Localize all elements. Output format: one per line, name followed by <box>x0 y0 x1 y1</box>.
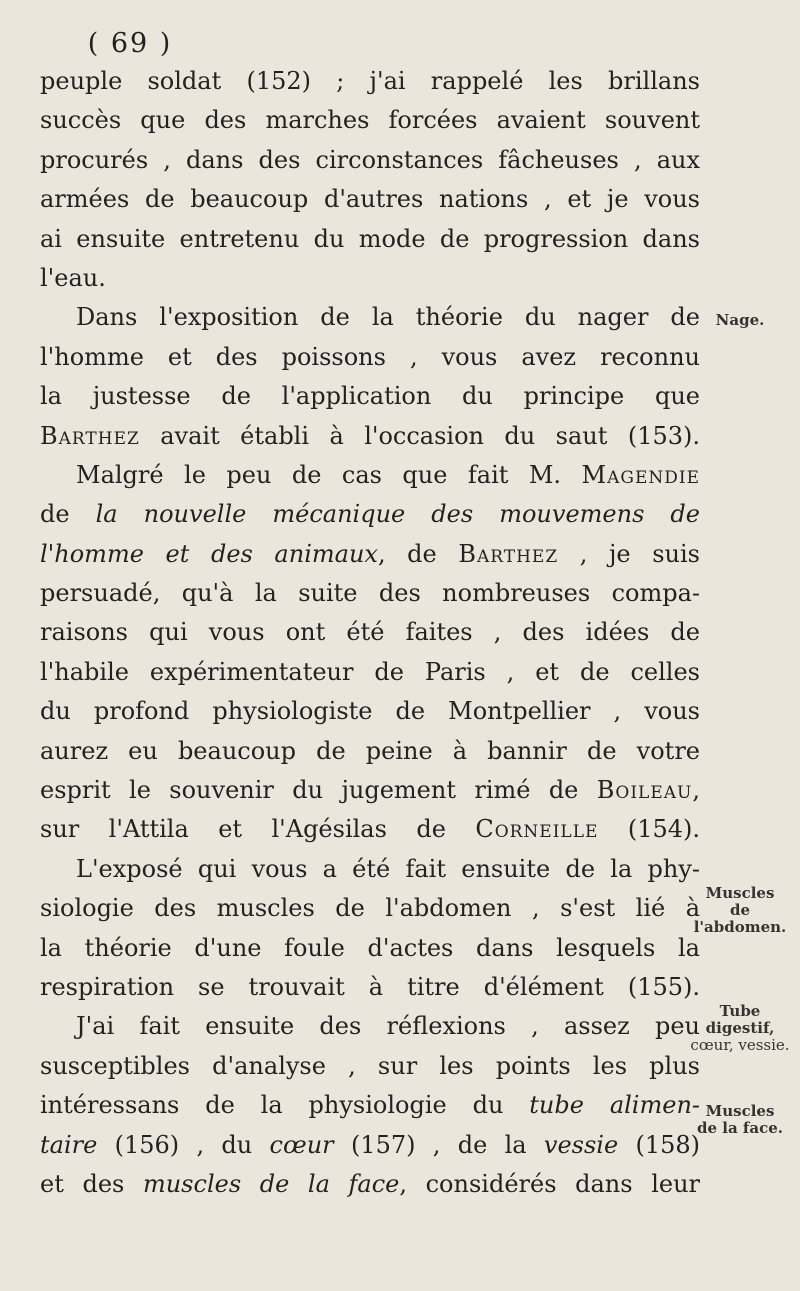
text-span: , de <box>377 539 459 568</box>
body-text <box>40 62 700 1204</box>
term: muscles de la face <box>142 1169 400 1198</box>
text-line: Dans l'exposition de la théorie du nager de <box>76 303 700 332</box>
text-span: (154). <box>598 815 700 844</box>
text-line: peuple soldat (152) ; j'ai rappelé les brillans <box>40 67 700 95</box>
margin-note-line: l'abdomen. <box>693 918 787 936</box>
text-span: , je suis <box>558 539 700 568</box>
text-span: et des <box>40 1169 143 1198</box>
author-name: Boileau <box>596 776 693 805</box>
text-span: (157) , de la <box>333 1130 544 1159</box>
text-span: Malgré le peu de cas que fait M. <box>76 460 582 489</box>
margin-note-tube-digestif <box>688 1003 792 1054</box>
text-line: respiration se trouvait à titre d'élément (155). <box>40 972 700 1001</box>
text-line <box>40 1165 700 1204</box>
text-line: susceptibles d'analyse , sur les points les plus <box>40 1051 700 1080</box>
text-line: L'exposé qui vous a été fait ensuite de la phy- <box>76 854 700 883</box>
text-line: raisons qui vous ont été faites , des idées de <box>40 618 700 647</box>
margin-note-line: Tube digestif, <box>705 1002 775 1037</box>
text-line: armées de beaucoup d'autres nations , et je vous <box>40 185 700 214</box>
margin-note-muscles-face <box>688 1103 792 1137</box>
text-line: du profond physiologiste de Montpellier , vous <box>40 697 700 726</box>
text-line <box>40 456 700 495</box>
margin-note-line: Muscles <box>705 1102 775 1120</box>
text-span: , <box>692 776 700 805</box>
text-span: intéressans de la physiologie du <box>40 1091 530 1120</box>
margin-note-line: de la face. <box>697 1119 783 1137</box>
text-line: l'homme et des poissons , vous avez reconnu <box>40 342 700 371</box>
text-line: l'eau. <box>40 263 106 292</box>
text-line <box>40 810 700 849</box>
margin-note-line: Muscles <box>705 884 775 902</box>
author-name: Magendie <box>581 460 700 489</box>
term: tube alimen- <box>529 1091 700 1120</box>
text-span: (156) , du <box>97 1130 270 1159</box>
author-name: Corneille <box>475 815 599 844</box>
margin-note-nage: Nage. <box>715 311 765 329</box>
author-name: Barthez <box>458 539 559 568</box>
term: cœur <box>269 1130 334 1159</box>
term: vessie <box>543 1130 619 1159</box>
margin-note-line: cœur, vessie. <box>690 1036 790 1054</box>
author-name: Barthez <box>40 421 140 450</box>
page-number: ( 69 ) <box>87 28 173 59</box>
text-line: la théorie d'une foule d'actes dans lesquels la <box>40 933 700 962</box>
text-span: sur l'Attila et l'Agésilas de <box>40 815 476 844</box>
text-line: procurés , dans des circonstances fâcheuses , aux <box>40 145 700 174</box>
text-line: J'ai fait ensuite des réflexions , assez peu <box>76 1012 700 1041</box>
text-line: siologie des muscles de l'abdomen , s'est lié à <box>40 894 700 923</box>
text-line <box>40 771 700 810</box>
book-title: l'homme et des animaux <box>40 539 378 568</box>
text-line: succès que des marches forcées avaient souvent <box>40 106 700 135</box>
margin-note-line: de <box>729 901 751 919</box>
text-line: la justesse de l'application du principe que <box>40 382 700 411</box>
text-line <box>40 1086 700 1125</box>
text-span: (158) <box>618 1130 700 1159</box>
term: taire <box>40 1130 98 1159</box>
text-line: ai ensuite entretenu du mode de progression dans <box>40 224 700 253</box>
margin-note-muscles-abdomen <box>688 885 792 936</box>
text-line: aurez eu beaucoup de peine à bannir de votre <box>40 736 700 765</box>
text-line: persuadé, qu'à la suite des nombreuses compa- <box>40 579 700 608</box>
text-span: de <box>40 500 96 529</box>
text-line <box>40 495 700 534</box>
text-line <box>40 1126 700 1165</box>
text-span: , considérés dans leur <box>399 1169 700 1198</box>
text-span: avait établi à l'occasion du saut (153). <box>139 421 700 450</box>
text-span: esprit le souvenir du jugement rimé de <box>40 776 597 805</box>
text-line <box>40 535 700 574</box>
book-title: la nouvelle mécanique des mouvemens de <box>95 500 700 529</box>
text-line <box>40 417 700 456</box>
text-line: l'habile expérimentateur de Paris , et de celles <box>40 657 700 686</box>
